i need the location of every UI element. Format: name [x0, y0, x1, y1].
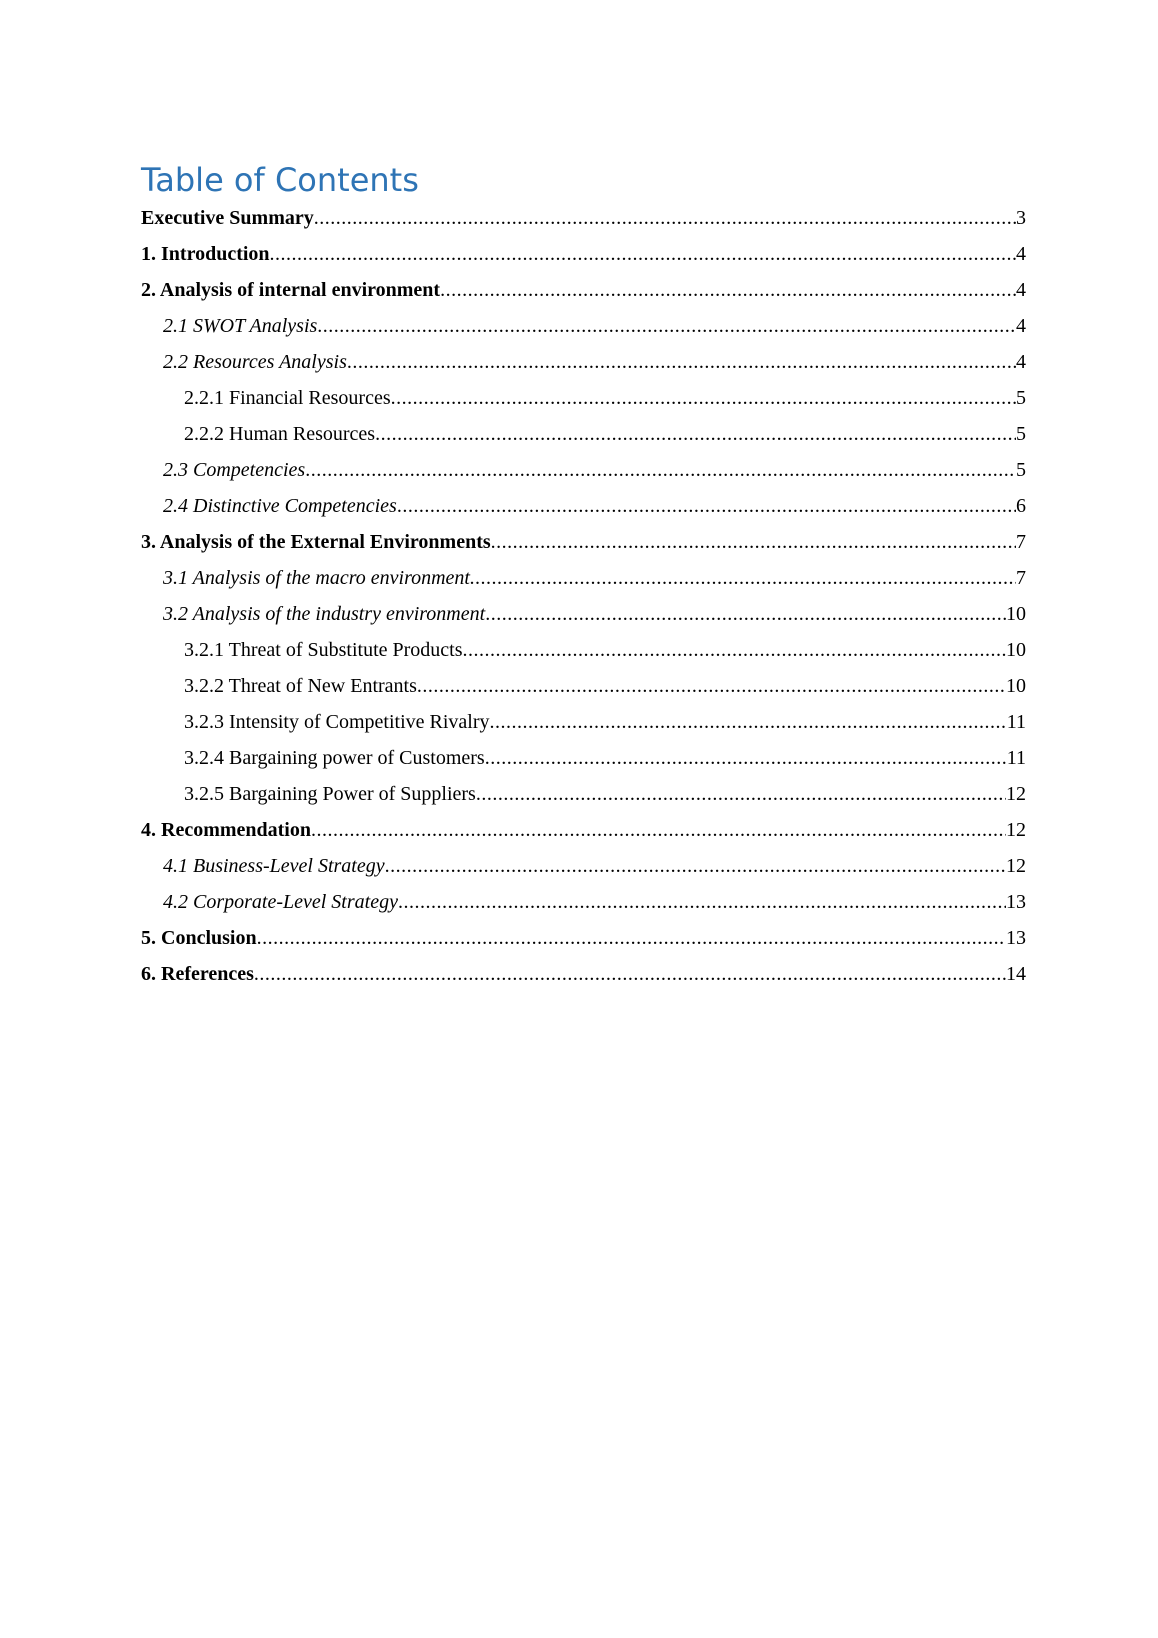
dot-leader — [417, 668, 1006, 704]
toc-entry-page: 14 — [1006, 963, 1026, 985]
toc-entry-title: 1. Introduction — [141, 243, 270, 265]
toc-heading: Table of Contents — [141, 161, 419, 199]
toc-entry-introduction[interactable] — [141, 236, 1026, 272]
toc-entry-corporate-level-strategy[interactable] — [141, 884, 1026, 920]
toc-entry-title: 4.2 Corporate-Level Strategy — [163, 891, 398, 913]
toc-entry-page: 3 — [1016, 207, 1026, 229]
toc-entry-title: 2.2 Resources Analysis — [163, 351, 347, 373]
toc-entry-title: 2.2.2 Human Resources — [184, 423, 376, 445]
dot-leader — [476, 776, 1006, 812]
dot-leader — [311, 812, 1006, 848]
toc-entry-references[interactable] — [141, 956, 1026, 992]
toc-entry-title: 2.4 Distinctive Competencies — [163, 495, 397, 517]
toc-entry-external-environments[interactable] — [141, 524, 1026, 560]
toc-entry-page: 5 — [1016, 387, 1026, 409]
toc-entry-recommendation[interactable] — [141, 812, 1026, 848]
dot-leader — [391, 380, 1016, 416]
toc-entry-title: 2.1 SWOT Analysis — [163, 315, 318, 337]
toc-entry-page: 7 — [1016, 567, 1026, 589]
toc-entry-macro-environment[interactable] — [141, 560, 1026, 596]
toc-entry-swot-analysis[interactable] — [141, 308, 1026, 344]
toc-entry-page: 5 — [1016, 459, 1026, 481]
toc-entry-title: 6. References — [141, 963, 254, 985]
dot-leader — [270, 236, 1016, 272]
dot-leader — [375, 416, 1016, 452]
dot-leader — [491, 524, 1016, 560]
toc-entry-title: 3. Analysis of the External Environments — [141, 531, 491, 553]
toc-entry-page: 13 — [1006, 891, 1026, 913]
dot-leader — [475, 560, 1016, 596]
dot-leader — [463, 632, 1007, 668]
toc-entry-page: 13 — [1006, 927, 1026, 949]
toc-entry-page: 11 — [1006, 711, 1026, 733]
dot-leader — [254, 956, 1006, 992]
dot-leader — [317, 308, 1016, 344]
toc-entry-page: 12 — [1006, 783, 1026, 805]
toc-entry-executive-summary[interactable] — [141, 200, 1026, 236]
dot-leader — [257, 920, 1006, 956]
toc-entry-page: 4 — [1016, 351, 1026, 373]
dot-leader — [314, 200, 1016, 236]
toc-entry-title: 3.1 Analysis of the macro environment. — [163, 567, 475, 589]
toc-entry-title: 4. Recommendation — [141, 819, 311, 841]
toc-entry-competencies[interactable] — [141, 452, 1026, 488]
toc-entry-title: 3.2.5 Bargaining Power of Suppliers — [184, 783, 476, 805]
dot-leader — [385, 848, 1006, 884]
toc-entry-bargaining-suppliers[interactable] — [141, 776, 1026, 812]
toc-entry-page: 4 — [1016, 279, 1026, 301]
dot-leader — [490, 704, 1007, 740]
toc-entry-page: 10 — [1006, 603, 1026, 625]
toc-entry-business-level-strategy[interactable] — [141, 848, 1026, 884]
toc-entry-industry-environment[interactable] — [141, 596, 1026, 632]
toc-entry-title: 3.2.1 Threat of Substitute Products — [184, 639, 463, 661]
toc-entry-title: 3.2 Analysis of the industry environment — [163, 603, 486, 625]
toc-entry-distinctive-competencies[interactable] — [141, 488, 1026, 524]
toc-entry-internal-environment[interactable] — [141, 272, 1026, 308]
toc-entry-title: 3.2.2 Threat of New Entrants — [184, 675, 417, 697]
toc-entry-human-resources[interactable] — [141, 416, 1026, 452]
toc-entry-title: 5. Conclusion — [141, 927, 257, 949]
dot-leader — [485, 596, 1006, 632]
toc-entry-title: 3.2.4 Bargaining power of Customers — [184, 747, 485, 769]
toc-entry-page: 4 — [1016, 243, 1026, 265]
dot-leader — [485, 740, 1007, 776]
toc-entry-page: 4 — [1016, 315, 1026, 337]
toc-entry-conclusion[interactable] — [141, 920, 1026, 956]
toc-entry-resources-analysis[interactable] — [141, 344, 1026, 380]
dot-leader — [398, 884, 1006, 920]
toc-entry-title: 2.2.1 Financial Resources — [184, 387, 391, 409]
dot-leader — [440, 272, 1016, 308]
dot-leader — [305, 452, 1016, 488]
toc-entry-page: 6 — [1016, 495, 1026, 517]
toc-entry-financial-resources[interactable] — [141, 380, 1026, 416]
toc-entry-title: 2.3 Competencies — [163, 459, 306, 481]
toc-entry-title: 2. Analysis of internal environment — [141, 279, 441, 301]
toc-entry-page: 10 — [1006, 675, 1026, 697]
toc-entry-competitive-rivalry[interactable] — [141, 704, 1026, 740]
toc-entry-title: 3.2.3 Intensity of Competitive Rivalry — [184, 711, 490, 733]
toc-entry-page: 11 — [1006, 747, 1026, 769]
dot-leader — [397, 488, 1016, 524]
toc-entry-substitute-products[interactable] — [141, 632, 1026, 668]
dot-leader — [347, 344, 1016, 380]
toc-entry-page: 5 — [1016, 423, 1026, 445]
toc-entry-title: 4.1 Business-Level Strategy — [163, 855, 385, 877]
toc-entry-page: 10 — [1006, 639, 1026, 661]
toc-entry-page: 12 — [1006, 819, 1026, 841]
toc-entry-new-entrants[interactable] — [141, 668, 1026, 704]
toc-entry-bargaining-customers[interactable] — [141, 740, 1026, 776]
toc-entry-title: Executive Summary — [141, 207, 314, 229]
toc-list — [141, 200, 1026, 992]
toc-entry-page: 7 — [1016, 531, 1026, 553]
toc-entry-page: 12 — [1006, 855, 1026, 877]
